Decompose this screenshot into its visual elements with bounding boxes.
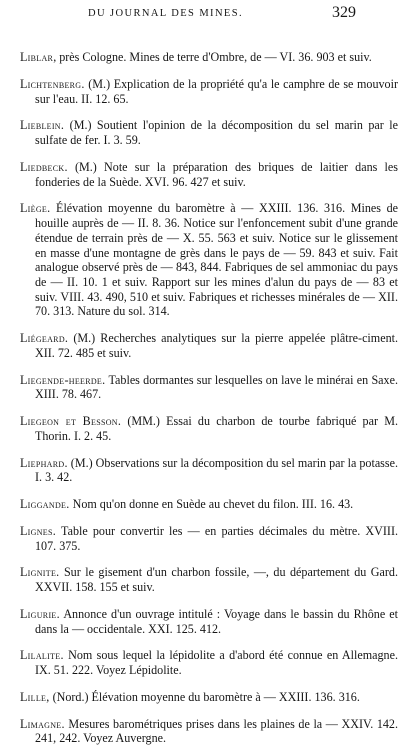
index-entry-liege xyxy=(20,201,398,319)
index-entry-liephard xyxy=(20,456,398,485)
entry-head: Liégeard. xyxy=(20,331,69,346)
page-header xyxy=(0,2,413,24)
entry-head: Ligurie. xyxy=(20,606,60,621)
entry-text: Annonce d'un ouvrage intitulé : Voyage dans le bassin du Rhône et dans la — occidentale. XXI. 125. 412. xyxy=(35,606,398,636)
entry-head: Lignes. xyxy=(20,523,57,538)
index-entry-liegeard xyxy=(20,331,398,360)
index-entry-ligurie xyxy=(20,607,398,636)
entry-text: (MM.) Essai du charbon de tourbe fabriqué par M. Thorin. I. 2. 45. xyxy=(35,414,398,443)
index-entry-liegeon-besson xyxy=(20,414,398,443)
index-entry-liegende-heerde xyxy=(20,373,398,402)
index-entry-lignes xyxy=(20,524,398,553)
index-entry-lille xyxy=(20,690,398,705)
entry-head: Liblar xyxy=(20,50,54,65)
entry-head: Liephard. xyxy=(20,455,68,470)
index-entry-lilalite xyxy=(20,648,398,677)
entry-head: Limagne. xyxy=(20,716,65,731)
entry-head: Liège. xyxy=(20,201,51,216)
running-head: DU JOURNAL DES MINES. xyxy=(88,8,244,19)
entry-text: , près Cologne. Mines de terre d'Ombre, de — VI. 36. 903 et suiv. xyxy=(53,50,372,65)
entry-text: (M.) Note sur la préparation des briques de laitier dans les fonderies de la Suède. XVI. 96. 427 et suiv. xyxy=(35,159,398,189)
index-entries xyxy=(20,38,398,748)
entry-text: (M.) Recherches analytiques sur la pierre appelée plâtre-ciment. XII. 72. 485 et suiv. xyxy=(35,331,398,360)
entry-text: (M.) Observations sur la décomposition du sel marin par la potasse. I. 3. 42. xyxy=(35,455,398,485)
entry-head: Liegende-heerde. xyxy=(20,372,106,387)
entry-text: (M.) Explication de la propriété qu'a le camphre de se mouvoir sur l'eau. II. 12. 65. xyxy=(35,76,398,106)
entry-text: Élévation moyenne du baromètre à — XXIII. 136. 316. Mines de houille auprès de — II. 8. 36. Notice sur l'enfoncement subit d'une grande étendue de terrain près de — X. 55. 563 et suiv. Notice sur le glissement en masse d'une montagne de grès dans le pays de — 59. 843 et suiv. Fait analogue observé près de — 843, 844. Fabriques de sel ammoniac du pays de — II. 10. 1 et suiv. Rapport sur les mines d'alun du pays de — 83 et suiv. VIII. 43. 490, 510 et suiv. Fabriques et richesses minérales de — XII. 70. 313. Nature du sol. 314. xyxy=(35,201,398,319)
entry-head: Liedbeck. xyxy=(20,159,68,174)
entry-text: Nom qu'on donne en Suède au chevet du filon. III. 16. 43. xyxy=(69,497,354,512)
entry-text: Nom sous lequel la lépidolite a d'abord été connue en Allemagne. IX. 51. 222. Voyez Lépidolite. xyxy=(35,648,398,678)
entry-text: (M.) Soutient l'opinion de la décomposition du sel marin par le sulfate de fer. I. 3. 59. xyxy=(35,118,398,148)
index-entry-liblar xyxy=(20,50,398,65)
entry-head: Lille, xyxy=(20,689,50,704)
entry-text: (Nord.) Élévation moyenne du baromètre à — XXIII. 136. 316. xyxy=(49,689,360,704)
entry-head: Lieblein. xyxy=(20,118,65,133)
index-entry-lieblein xyxy=(20,118,398,147)
entry-head: Liegeon et Besson. xyxy=(20,414,122,429)
index-entry-liggande xyxy=(20,497,398,512)
index-entry-lichtenberg xyxy=(20,77,398,106)
entry-text: Table pour convertir les — en parties décimales du mètre. XVIII. 107. 375. xyxy=(35,523,398,553)
entry-text: Mesures barométriques prises dans les plaines de la — XXIV. 142. 241, 242. Voyez Auvergne. xyxy=(35,716,398,746)
entry-text: Sur le gisement d'un charbon fossile, —, du département du Gard. XXVII. 158. 155 et suiv. xyxy=(35,565,398,595)
entry-head: Liggande. xyxy=(20,497,70,512)
entry-head: Lilalite. xyxy=(20,648,64,663)
index-entry-liedbeck xyxy=(20,160,398,189)
index-entry-limagne xyxy=(20,717,398,746)
page-number: 329 xyxy=(332,4,356,21)
entry-head: Lignite. xyxy=(20,565,60,580)
entry-head: Lichtenberg. xyxy=(20,76,85,91)
index-entry-lignite xyxy=(20,565,398,594)
entry-text: Tables dormantes sur lesquelles on lave le minérai en Saxe. XIII. 78. 467. xyxy=(35,372,398,402)
